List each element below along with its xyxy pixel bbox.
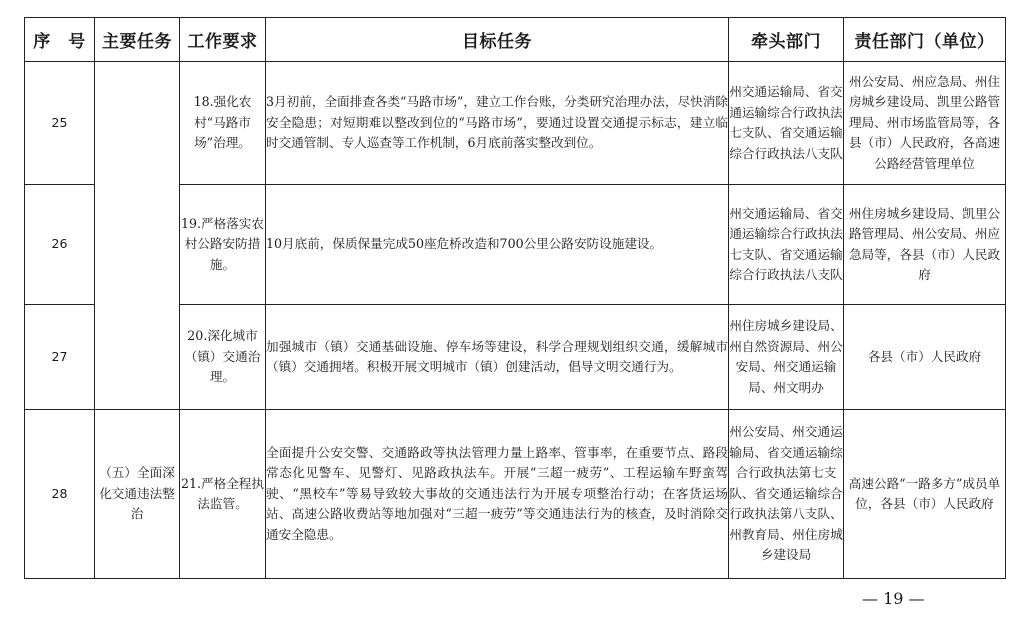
- header-work-requirement: 工作要求: [180, 18, 266, 62]
- work-requirement-cell: 21.严格全程执法监管。: [180, 410, 266, 579]
- header-lead-department: 牵头部门: [729, 18, 844, 62]
- page-number: — 19 —: [862, 589, 925, 608]
- lead-department-cell: 州交通运输局、省交通运输综合行政执法七支队、省交通运输综合行政执法八支队: [729, 185, 844, 305]
- table-header-row: [25, 18, 1006, 62]
- target-task-cell: 加强城市（镇）交通基础设施、停车场等建设，科学合理规划组织交通，缓解城市（镇）交通拥堵。积极开展文明城市（镇）创建活动，倡导文明交通行为。: [266, 305, 729, 410]
- responsible-department-cell: 各县（市）人民政府: [844, 305, 1006, 410]
- row-number: 27: [25, 305, 95, 410]
- main-task-cell: （五）全面深化交通违法整治: [95, 410, 180, 579]
- target-task-cell: 10月底前，保质保量完成50座危桥改造和700公里公路安防设施建设。: [266, 185, 729, 305]
- lead-department-cell: 州公安局、州交通运输局、省交通运输综合行政执法第七支队、省交通运输综合行政执法第八支队、州教育局、州住房城乡建设局: [729, 410, 844, 579]
- table-row: [25, 62, 1006, 185]
- responsible-department-cell: 州公安局、州应急局、州住房城乡建设局、凯里公路管理局、州市场监管局等，各县（市）人民政府，各高速公路经营管理单位: [844, 62, 1006, 185]
- row-number: 26: [25, 185, 95, 305]
- header-target-task: 目标任务: [266, 18, 729, 62]
- row-number: 25: [25, 62, 95, 185]
- task-table: [24, 17, 1006, 579]
- responsible-department-cell: 州住房城乡建设局、凯里公路管理局、州公安局、州应急局等，各县（市）人民政府: [844, 185, 1006, 305]
- header-responsible-department: 责任部门（单位）: [844, 18, 1006, 62]
- header-main-task: 主要任务: [95, 18, 180, 62]
- target-task-cell: 3月初前，全面排查各类“马路市场”，建立工作台账，分类研究治理办法，尽快消除安全隐患；对短期难以整改到位的“马路市场”，要通过设置交通提示标志，建立临时交通管制、专人巡查等工作机制，6月底前落实整改到位。: [266, 62, 729, 185]
- table-row: [25, 410, 1006, 579]
- responsible-department-cell: 高速公路“一路多方”成员单位，各县（市）人民政府: [844, 410, 1006, 579]
- header-number: 序 号: [25, 18, 95, 62]
- lead-department-cell: 州交通运输局、省交通运输综合行政执法七支队、省交通运输综合行政执法八支队: [729, 62, 844, 185]
- work-requirement-cell: 19.严格落实农村公路安防措施。: [180, 185, 266, 305]
- work-requirement-cell: 18.强化农村“马路市场”治理。: [180, 62, 266, 185]
- main-task-cell-empty: [95, 62, 180, 410]
- lead-department-cell: 州住房城乡建设局、州自然资源局、州公安局、州交通运输局、州文明办: [729, 305, 844, 410]
- work-requirement-cell: 20.深化城市（镇）交通治理。: [180, 305, 266, 410]
- target-task-cell: 全面提升公安交警、交通路政等执法管理力量上路率、管事率，在重要节点、路段常态化见警车、见警灯、见路政执法车。开展“三超一疲劳”、工程运输车野蛮驾驶、“黑校车”等易导致较大事故的交通违法行为开展专项整治行动；在客货运场站、高速公路收费站等地加强对“三超一疲劳”等交通违法行为的核查，及时消除交通安全隐患。: [266, 410, 729, 579]
- row-number: 28: [25, 410, 95, 579]
